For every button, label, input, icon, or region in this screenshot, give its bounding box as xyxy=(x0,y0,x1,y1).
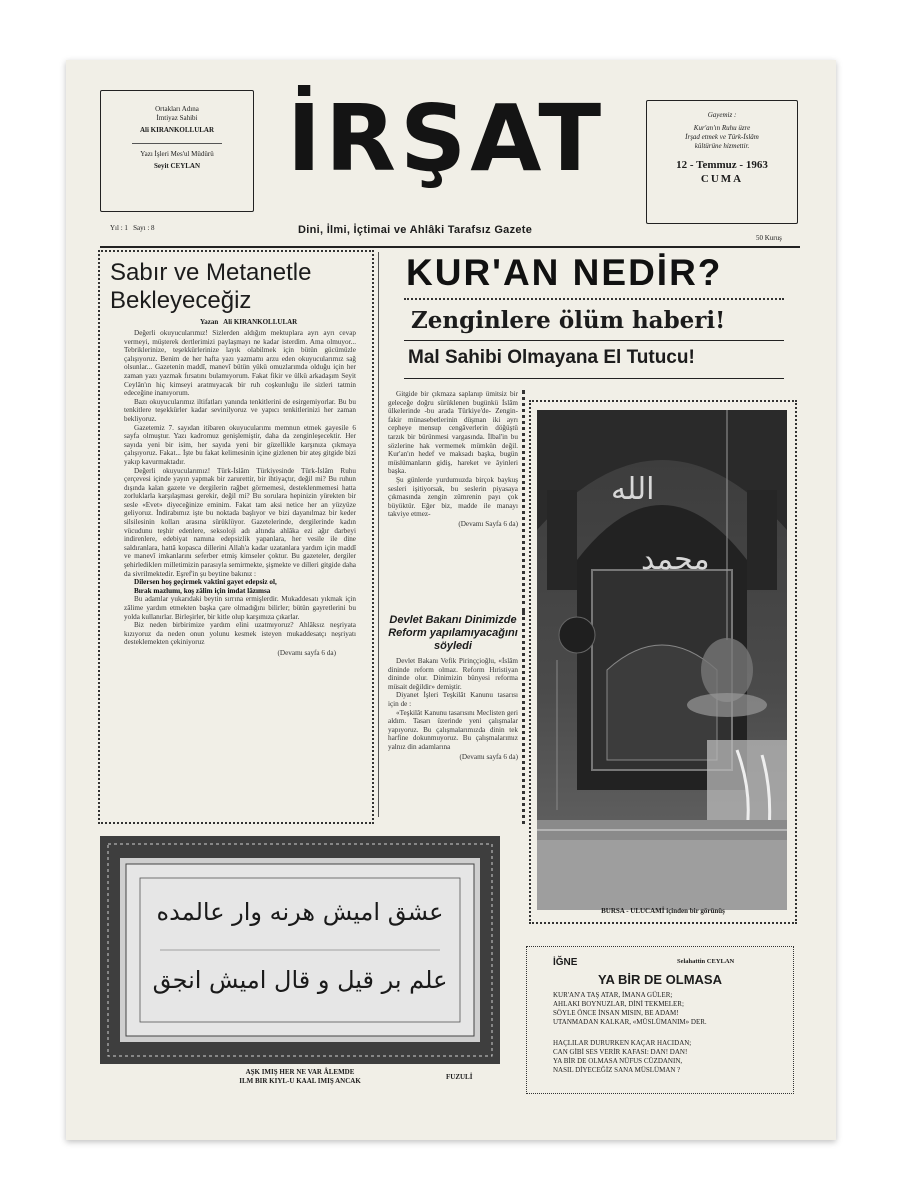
issue-day: CUMA xyxy=(700,173,744,185)
calligraphy-line2: علم بر قیل و قال امیش انجق xyxy=(152,966,448,994)
price: 50 Kuruş xyxy=(756,234,782,242)
left-paragraph: Gazetemiz 7. sayıdan itibaren okuyucularımı memnun etmek gayesile 6 sayfa olmuştur. Yazı kadromuz genişlemiştir, daha da zenginleşecektir. Her sayıda yeni bir isim, her sayıda yeni bir güzellikle karşınıza çıkmaya çalışıyoruz. Fakat... İşte bu fakat kelimesinin içine gizlenen bir ateş gitgide bizi yakıp kavurmaktadır. xyxy=(124,423,356,466)
igne-label: İĞNE xyxy=(553,957,578,968)
calligraphy-caption-2: ILM BIR KIYL-U KAAL IMIŞ ANCAK xyxy=(239,1077,361,1085)
left-paragraph: Değerli okuyucularımız! Türk-İslâm Türkiyesinde Türk-İslâm Ruhu çerçevesi içinde yayın yapmak bir zarurettir, bir ihtiyaçtır, değil mi? Bu ruhun dışında kalan gazete ve dergilerin rağbet görmemesi, desteklenmemesi hatta zorluklarla karşılaşması gerekir, değil mi? Bu sorulara hepinizin yürekten bir sesle «Evet» diyeceğinize eminim. Fakat tam aksi netice her an yüzyüze geliyoruz. İndirabımız işte bu noktada başlıyor ve bizi dayanılmaz bir keder silsilesinin kolları arasına sürüklüyor. Gazetelerinde, dergilerinde kadın vücudunu teşhir edenlere, seksoloji adı altında ahlâka ezi ağır darbeyi indirenlere, edebiyat namına edepsizlik yapanlara, her vesile ile dine saldıranlara, hattâ kopasca dillerini Allah'a kadar uzatanlara yardım için maddî ve manevî imkanlarını seferber etmiş kimseler çoktur. Bu gazeteler, dergiler şehirlediklerı milletimizin parasıyla semirmekte, şişmekte ve dilleri gitgide daha da sivrilmektedir. Eşref'in şu beytine bakınız : xyxy=(124,466,356,578)
publisher-box xyxy=(100,90,254,212)
diyanet-paragraph: «Teşkilât Kanunu tasarısını Meclisten geri aldım. Tasarı üzerinde yeni çalışmalar yapıyoruz. Bu çalışmalarımızda dinin tek harfine dokunmuyoruz. Bu çalışmalarımız yalnız din adamlarına xyxy=(388,708,518,751)
left-paragraph: Biz neden birbirimize yardım elini uzatmıyoruz? Ahlâksız neşriyata kızıyoruz da neden onun yolunu kesmek isteyen mukaddesatçı neşriyatı desteklemekten çekiniyoruz xyxy=(124,621,356,647)
poem-line: CAN GİBİ SES VERİR KAFASI: DAN! DAN! xyxy=(553,1048,688,1056)
photo-caption: BURSA - ULUCAMİ içinden bir görünüş xyxy=(601,907,725,915)
poem-line: SÖYLE ÖNCE İNSAN MISIN, BE ADAM! xyxy=(553,1009,679,1017)
photo-arabic-muhammad: محمد xyxy=(641,542,710,577)
masthead-title: İRŞAT xyxy=(286,85,606,192)
diyanet-paragraph: Diyanet İşleri Teşkilât Kanunu tasarısı için de : xyxy=(388,691,518,708)
diyanet-article xyxy=(388,612,518,822)
poem-line: AHLAKI BOYNUZLAR, DİNİ TEKMELER; xyxy=(553,1000,684,1008)
newspaper-page xyxy=(66,60,836,1140)
issue-number: Yıl : 1 Sayı : 8 xyxy=(110,224,155,232)
photo-frame xyxy=(529,400,797,924)
column-divider xyxy=(378,252,379,817)
headline-rule-2 xyxy=(404,378,784,379)
poem-line: NASIL DİYECEĞİZ SANA MÜSLÜMAN ? xyxy=(553,1066,681,1074)
headline-dots xyxy=(404,298,784,300)
left-article-frame xyxy=(98,250,374,824)
poem-line: UTANMADAN KALKAR, «MÜSLÜMANIM» DER. xyxy=(553,1018,707,1026)
left-article-byline: Yazan Ali KIRANKOLLULAR xyxy=(200,318,298,326)
center-article xyxy=(388,390,518,612)
left-paragraph: Bazı okuyucularımız iltifatları yanında tenkitlerini de esirgemiyorlar. Bu bu tenkitlere teşekkürler kadar sevinilyoruz ve yapıcı tenkitlerinizi her zaman bekliyoruz. xyxy=(124,397,356,423)
mission-line1: Kur'an'ın Ruhu üzre xyxy=(693,124,751,132)
publisher-line2: İmtiyaz Sahibi xyxy=(156,114,198,122)
verse-line: Dilersen hoş geçirmek vaktini gayet edepsiz ol, xyxy=(134,578,277,587)
diyanet-title: Devlet Bakanı Dinimizde Reform yapılamıyacağını söyledi xyxy=(388,614,518,652)
calligraphy-caption-1: AŞK IMIŞ HER NE VAR ÂLEMDE xyxy=(245,1068,355,1076)
igne-stanza-2 xyxy=(553,1039,783,1075)
mission-box xyxy=(646,100,798,224)
diyanet-paragraph: Devlet Bakanı Vefik Pirinççioğlu, «İslâm dininde reform olmaz. Reform Hıristiyan dininde olur. Dinimizin bünyesi reforma müsait değildir» demiştir. xyxy=(388,657,518,691)
left-article-title2: Bekleyeceğiz xyxy=(110,287,252,314)
editor-label: Yazı İşleri Mes'ul Müdürü xyxy=(140,150,214,158)
calligraphy-line1: عشق امیش هرنه وار عالمده xyxy=(156,898,444,926)
left-paragraph: Bu adamlar yukarıdaki beytin sırrına ermişlerdir. Mukaddesatı yıkmak için zâlime yardım etmekten başka çare olmadığını bilirler; bütün gayretlerini bu yolda kullanırlar. Birleşirler, bir kitle olup karşımıza çıkarlar. xyxy=(124,595,356,621)
left-continued: (Devamı sayfa 6 da) xyxy=(277,648,336,657)
igne-stanza-1 xyxy=(553,991,783,1027)
center-continued: (Devamı Sayfa 6 da) xyxy=(458,519,518,528)
igne-byline: Selahattin CEYLAN xyxy=(677,958,735,965)
sub-headline-2: Mal Sahibi Olmayana El Tutucu! xyxy=(408,347,695,368)
left-article-title1: Sabır ve Metanetle xyxy=(110,259,312,286)
diyanet-continued: (Devamı sayfa 6 da) xyxy=(459,752,518,761)
center-dotted-edge xyxy=(522,390,525,612)
poem-line: YA BİR DE OLMASA NÜFUS CÜZDANIN, xyxy=(553,1057,683,1065)
main-headline: KUR'AN NEDİR? xyxy=(406,252,723,293)
editor-name: Seyit CEYLAN xyxy=(153,162,201,170)
mission-heading: Gayemiz : xyxy=(707,111,737,119)
owner-name: Ali KIRANKOLLULAR xyxy=(139,126,215,134)
calligraphy-panel xyxy=(100,836,500,1064)
igne-box xyxy=(526,946,794,1094)
igne-title: YA BİR DE OLMASA xyxy=(598,972,722,987)
masthead-rule xyxy=(100,246,800,248)
calligraphy-author: FUZULİ xyxy=(446,1073,473,1081)
center-paragraph: Gitgide bir çıkmaza saplanıp ümitsiz bir geleceğe doğru sürüklenen bugünkü İslâm ülkelerinde -bu arada Türkiye'de- Zengin-fakir münasebetlerinin düşman iki ayrı cepheye mensup cengâverlerin döğüştü tarzık bir bürünmesi vargasında. İlbal'in bu sözlerine hak vermemek mümkün değil. Kur'an'ın hedef ve maksadı başka, bugün müslümanların gidiş, hareket ve âyinleri başka. xyxy=(388,390,518,476)
publisher-line1: Ortakları Adına xyxy=(155,105,199,113)
photo-arabic-allah: الله xyxy=(611,472,655,507)
mission-line3: kültürüne hizmettir. xyxy=(694,142,750,150)
diyanet-dotted-edge xyxy=(522,612,525,824)
masthead-subtitle: Dini, İlmi, İçtimai ve Ahlâki Tarafsız Gazete xyxy=(298,224,533,236)
verse-line: Bırak mazlumı, koş zâlim için imdat lâzımsa xyxy=(134,586,271,595)
issue-date: 12 - Temmuz - 1963 xyxy=(676,159,768,171)
left-paragraph: Değerli okuyucularımız! Sizlerden aldığım mektuplara ayrı ayrı cevap vermeyi, müşterek dertlerimizi paylaşmayı ne kadar isterdim. Ama olmuyor... Tebriklerinize, teşekkürlerinize layık olabilmek için bütün gücümüzle çalışıyoruz. Benim de her hafta yazı yazmamı arzu eden okuyucularımız sağ olsunlar... Gazetenin maddî, manevî bütün yükü omuzlarımda olduğu için her zaman yazı yazmak fırsatını bulamıyorum. Fakat fikir ve ülkü arkadaşım Seyit Ceylân'ın hiç kimseyi aratmıyacak bir ruh coşkunluğu ile sizleri tatmin edeceğine inanıyorum. xyxy=(124,329,356,398)
ulucami-photo xyxy=(537,410,787,910)
headline-rule xyxy=(404,340,784,341)
mission-line2: İrşad etmek ve Türk-İslâm xyxy=(685,133,759,141)
sub-headline: Zenginlere ölüm haberi! xyxy=(411,307,726,334)
calligraphy-border xyxy=(100,836,500,1064)
left-article-body xyxy=(124,329,356,808)
poem-line: KUR'AN'A TAŞ ATAR, İMANA GÜLER; xyxy=(553,991,673,999)
center-paragraph: Şu günlerde yurdumuzda birçok baykuş sesleri işitiyorsak, bu seslerin piyasaya çıkmasında zengin zümrenin payı çok büyüktür. Eğer biz, madde ile manayı takviye etmez- xyxy=(388,475,518,519)
poem-line: HAÇLILAR DURURKEN KAÇAR HACIDAN; xyxy=(553,1039,692,1047)
